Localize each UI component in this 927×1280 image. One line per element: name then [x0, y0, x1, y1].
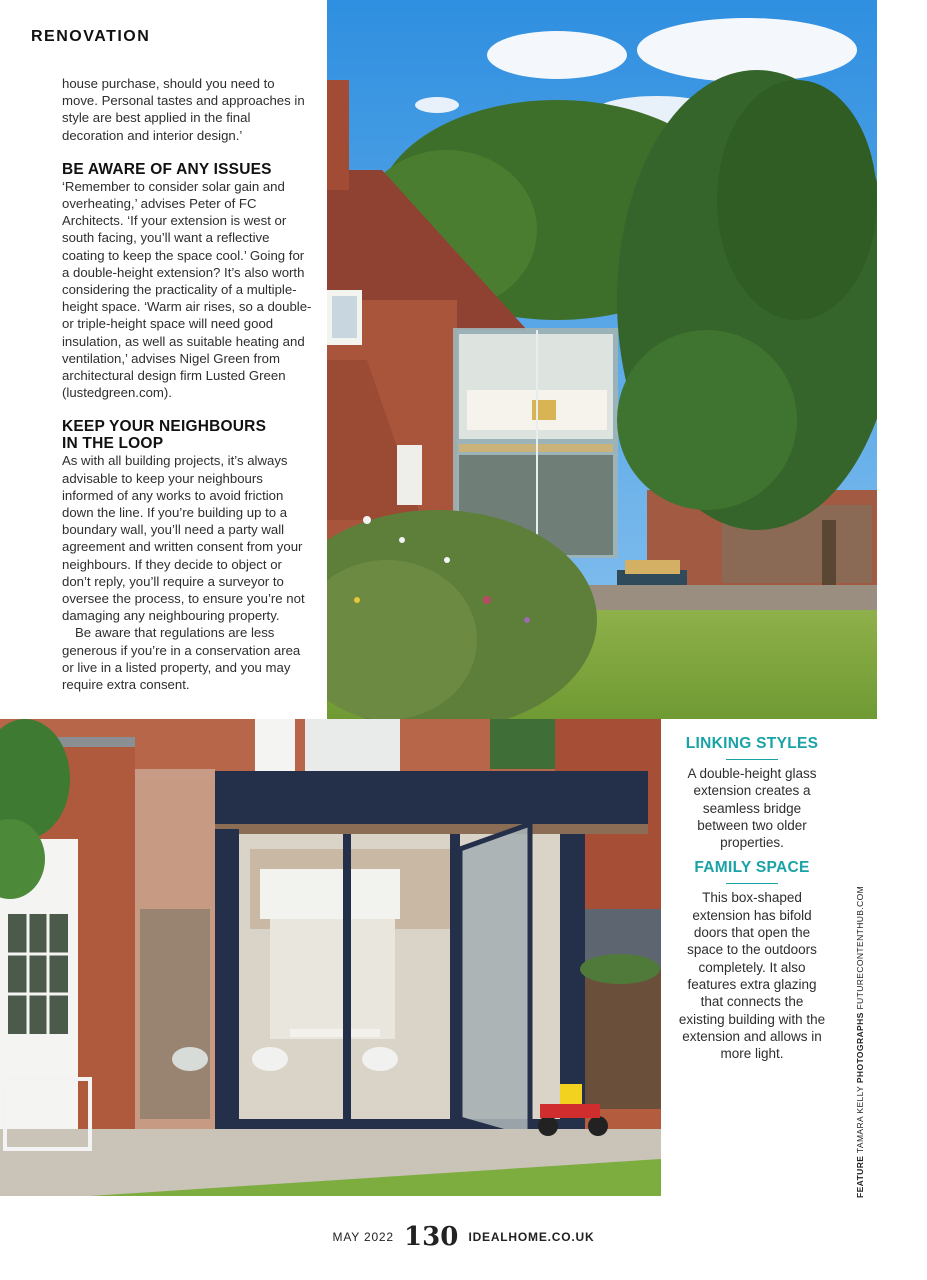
caption-linking-styles-body: A double-height glass extension creates a seamless bridge between two older properties.	[687, 766, 817, 851]
credit-photos-label: PHOTOGRAPHS	[855, 1012, 865, 1084]
paragraph-be-aware: ‘Remember to consider solar gain and overheating,’ advises Peter of FC Architects. ‘If your extension is west or south facing, you’ll want a reflective coating to keep the space cool.’ Going for a double-height extension? It’s also worth considering the practicality of a multiple-height space. ‘Warm air rises, so a double- or triple-height space will need good insulation, as well as suitable heating and ventilation,’ advises Nigel Green from architectural design firm Lusted Green (lustedgreen.com).	[62, 178, 312, 401]
caption-family-space-heading: FAMILY SPACE	[694, 859, 810, 877]
photo-captions	[676, 735, 828, 1062]
caption-linking-styles-heading: LINKING STYLES	[685, 735, 819, 752]
caption-divider	[726, 759, 778, 760]
heading-be-aware: BE AWARE OF ANY ISSUES	[62, 160, 272, 178]
article-intro: house purchase, should you need to move. Personal tastes and approaches in style are best applied in the final decoration and interior design.’	[62, 76, 305, 143]
credit-photos-source: FUTURECONTENTHUB.COM	[855, 885, 865, 1010]
photo-glass-extension	[327, 0, 877, 719]
section-label: RENOVATION	[31, 28, 151, 45]
caption-divider	[726, 883, 778, 884]
article-column	[62, 75, 314, 693]
paragraph-regulations: Be aware that regulations are less generous if you’re in a conservation area or live in a listed property, and you may require extra consent.	[62, 625, 301, 693]
page-footer	[0, 1222, 927, 1252]
page-number: 130	[404, 1222, 459, 1252]
website: IDEALHOME.CO.UK	[468, 1230, 595, 1244]
issue-date: MAY 2022	[332, 1230, 394, 1244]
credit-feature-label: FEATURE	[855, 1155, 865, 1198]
heading-neighbours	[62, 418, 314, 452]
heading-neighbours-line2: IN THE LOOP	[62, 435, 164, 453]
paragraph-neighbours: As with all building projects, it’s always advisable to keep your neighbours informed of any works to avoid friction down the line. If you’re building up to a boundary wall, you’ll need a party wall agreement and written consent from your neighbours. If they decide to object or don’t reply, you’ll require a surveyor to oversee the process, to ensure you’re not damaging any neighbouring property.	[62, 453, 305, 624]
caption-family-space-body: This box-shaped extension has bifold doors that open the space to the outdoors completely. It also features extra glazing that connects the existing building with the extension and allows in more light.	[678, 890, 826, 1062]
photo-credits	[855, 886, 865, 1198]
heading-neighbours-line1: KEEP YOUR NEIGHBOURS	[62, 418, 267, 436]
credit-feature-name: TAMARA KELLY	[855, 1085, 865, 1154]
photo-box-extension	[0, 719, 661, 1196]
